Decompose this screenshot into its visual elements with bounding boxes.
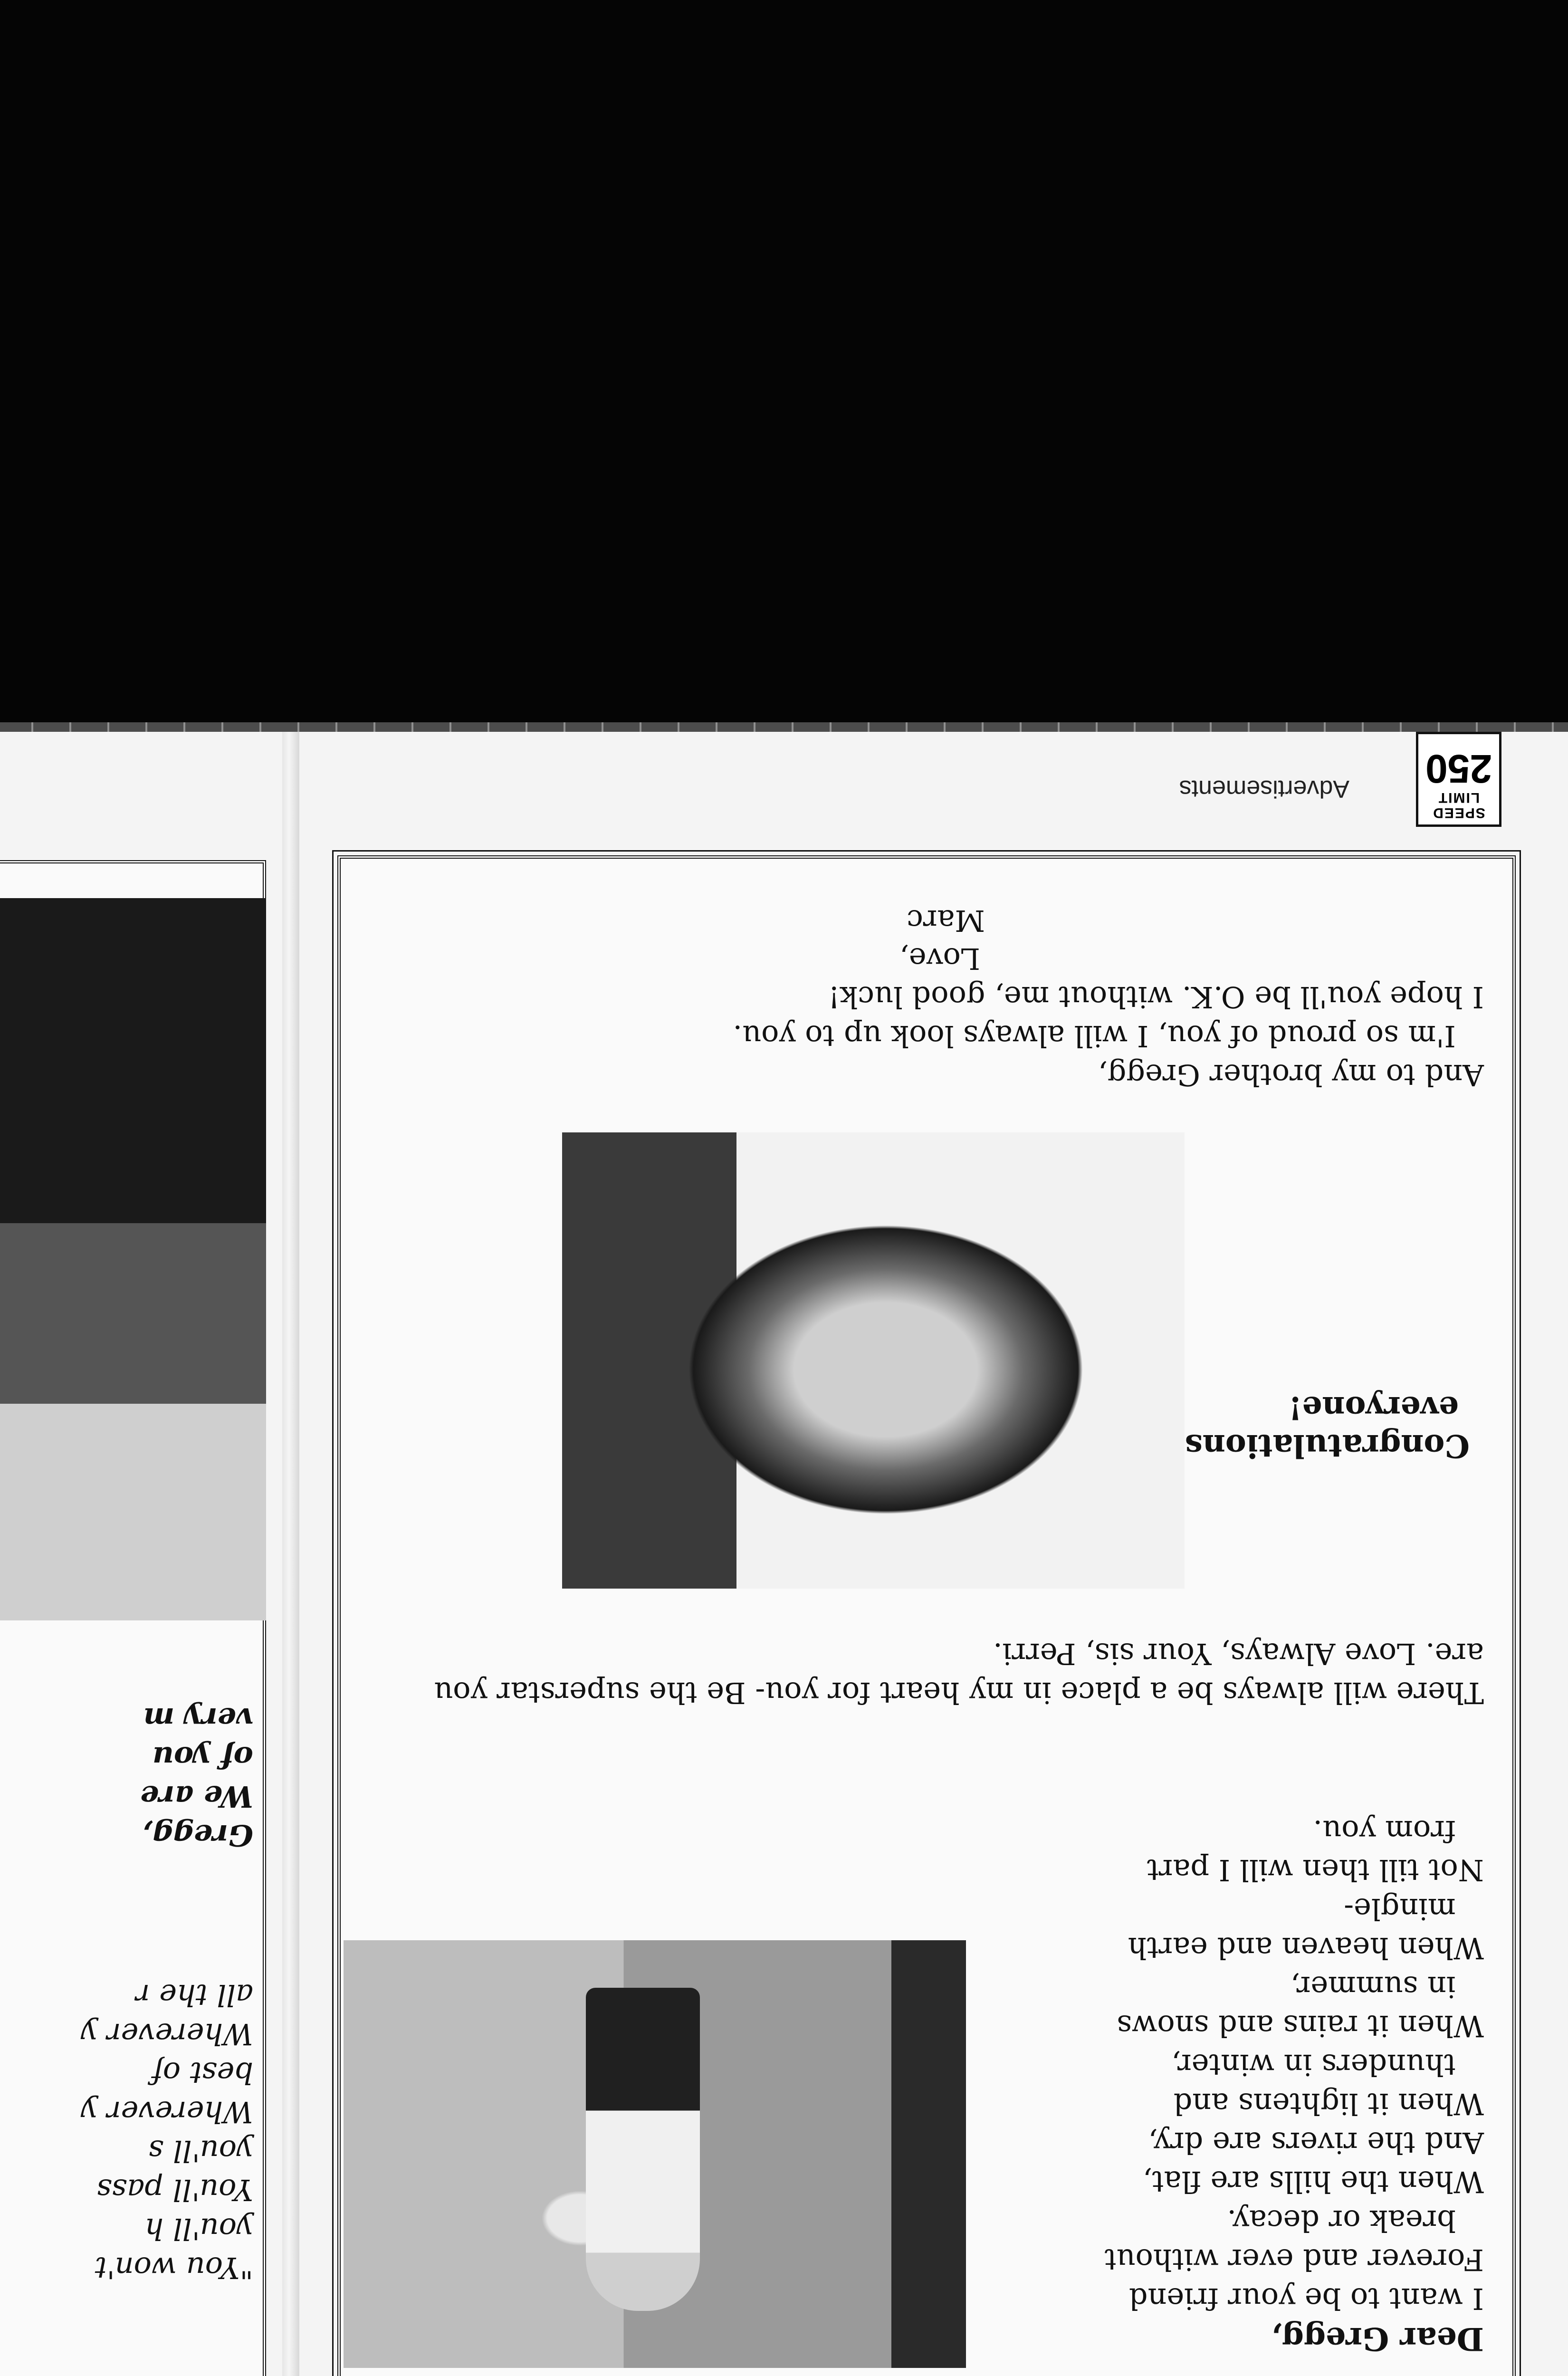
black-band <box>0 0 1568 722</box>
left-page-note: Gregg, We are of you very m <box>140 1701 253 1853</box>
left-page-photo <box>0 898 266 1620</box>
sign-line-2: LIMIT <box>1437 790 1480 805</box>
perri-note: There will always be a place in my heart for you- Be the superstar you are. Love Always, Your sis, Perri. <box>434 1637 1484 1710</box>
ad-panel <box>337 855 1516 2376</box>
page-gutter <box>282 732 299 2376</box>
poem-heading: Dear Gregg, <box>1271 2320 1484 2357</box>
section-label: Advertisements <box>1179 775 1349 803</box>
congratulations-heading: Congratulations everyone! <box>1185 1389 1470 1465</box>
love-signoff: Love, <box>899 941 980 976</box>
standing-figure <box>586 1988 700 2311</box>
photo-gregg-standing <box>344 1940 966 2368</box>
left-page-quote: "You won't you'll h You'll pass you'll s Wherever y best of Wherever y all the r <box>81 1978 253 2285</box>
poem-text: I want to be your friend Forever and ever without break or decay. When the hills are flat, And the rivers are dry, When it lightens and thunders in winter, When it rains and snows in summer, When heaven and earth mingle- Not till then will I part from you. <box>1104 1814 1484 2316</box>
marc-note: And to my brother Gregg, I'm so proud of you, I will always look up to you. I hope you'll be O.K. without me, good luck! <box>733 980 1484 1092</box>
marc-signature: Marc <box>907 903 985 938</box>
sign-line-1: SPEED <box>1432 805 1485 821</box>
page-number: 250 <box>1425 747 1492 791</box>
photo-gregg-portrait <box>562 1132 1185 1589</box>
speed-limit-sign <box>1416 732 1501 827</box>
